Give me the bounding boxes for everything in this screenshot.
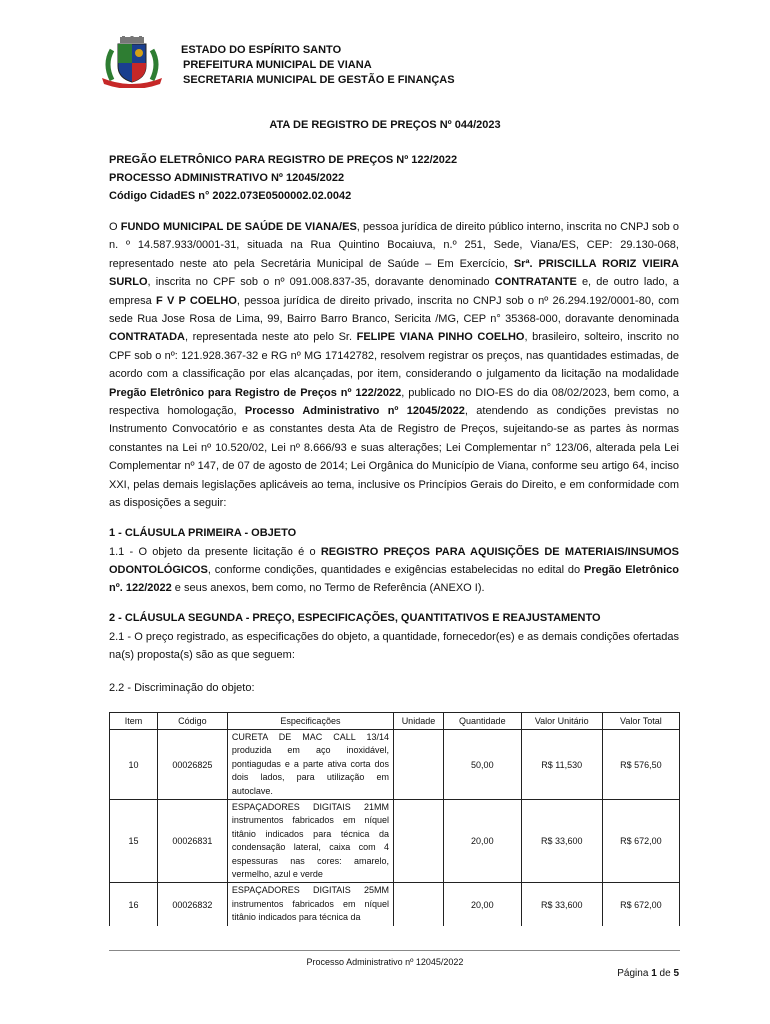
header-state: ESTADO DO ESPÍRITO SANTO	[181, 44, 342, 56]
cell-valor-unitario: R$ 11,530	[521, 730, 602, 800]
header-valor-total: Valor Total	[602, 713, 679, 730]
cell-especificacoes: ESPAÇADORES DIGITAIS 25MM instrumentos fabricados em níquel titânio indicados para técnica da	[227, 883, 393, 926]
cell-unidade	[394, 883, 444, 926]
cell-valor-unitario: R$ 33,600	[521, 883, 602, 926]
cell-unidade	[394, 800, 444, 883]
header-unidade: Unidade	[394, 713, 444, 730]
section2-2-heading: 2.2 - Discriminação do objeto:	[109, 682, 255, 694]
intro-paragraph: O FUNDO MUNICIPAL DE SAÚDE DE VIANA/ES, pessoa jurídica de direito público interno, inscrita no CNPJ sob o n. º 14.587.933/0001-31, situada na Rua Quintino Bocaiuva, n.º 251, Sede, Viana/ES, CEP: 29.130-068, representado neste ato pela Secretária Municipal de Saúde – Em Exercício, Srª. PRISCILLA RORIZ VIEIRA SURLO, inscrita no CPF sob o nº 091.008.837-35, doravante denominado CONTRATANTE e, de outro lado, a empresa F V P COELHO, pessoa jurídica de direito privado, inscrita no CNPJ sob o nº 26.294.192/0001-80, com sede Rua Jose Rosa de Lima, 99, Bairro Barro Branco, Sericita /MG, CEP n° 35368-000, doravante denominada CONTRATADA, representada neste ato pelo Sr. FELIPE VIANA PINHO COELHO, brasileiro, solteiro, inscrito no CPF sob o nº: 121.928.367-32 e RG nº MG 17142782, resolvem registrar os preços, nas quantidades estimadas, de acordo com a classificação por elas alcançadas, por item, considerando o julgamento da licitação na modalidade Pregão Eletrônico para Registro de Preços nº 122/2022, publicado no DIO-ES do dia 08/02/2023, bem como, a respectiva homologação, Processo Administrativo nº 12045/2022, atendendo as condições previstas no Instrumento Convocatório e as constantes desta Ata de Registro de Preços, sujeitando-se as partes às normas constantes na Lei nº 10.520/02, Lei nº 8.666/93 e suas alterações; Lei Complementar n° 123/06, alterada pela Lei Complementar nº 147, de 07 de agosto de 2014; Lei Orgânica do Município de Viana, conforme seu artigo 64, inciso XXI, pelas demais legislações aplicáveis ao tema, inclusive os Princípios Gerais do Direito, e em conformidade com as disposições a seguir:	[109, 221, 680, 510]
cell-quantidade: 20,00	[443, 800, 521, 883]
pregao-line: PREGÃO ELETRÔNICO PARA REGISTRO DE PREÇOS Nº 122/2022	[109, 154, 458, 166]
cell-especificacoes: ESPAÇADORES DIGITAIS 21MM instrumentos fabricados em níquel titânio indicados para técnica da condensação lateral, caixa com 4 espessuras nas cores: amarelo, vermelho, azul e verde	[227, 800, 393, 883]
cell-valor-total: R$ 672,00	[602, 800, 679, 883]
header-valor-unitario: Valor Unitário	[521, 713, 602, 730]
cell-codigo: 00026825	[157, 730, 227, 800]
header-quantidade: Quantidade	[443, 713, 521, 730]
section1-paragraph: 1.1 - O objeto da presente licitação é o REGISTRO PREÇOS PARA AQUISIÇÕES DE MATERIAIS/INSUMOS ODONTOLÓGICOS, conforme condições, quantidades e exigências estabelecidas no edital do Pregão Eletrônico nº. 122/2022 e seus anexos, bem como, no Termo de Referência (ANEXO I).	[109, 546, 679, 595]
cell-codigo: 00026832	[157, 883, 227, 926]
document-title: ATA DE REGISTRO DE PREÇOS Nº 044/2023	[269, 119, 501, 131]
items-table	[109, 712, 680, 926]
header-codigo: Código	[157, 713, 227, 730]
table-row	[110, 730, 680, 800]
header-item: Item	[110, 713, 158, 730]
header-secretariat: SECRETARIA MUNICIPAL DE GESTÃO E FINANÇAS	[183, 74, 455, 86]
table-row	[110, 800, 680, 883]
cell-quantidade: 20,00	[443, 883, 521, 926]
cell-item: 16	[110, 883, 158, 926]
cell-item: 10	[110, 730, 158, 800]
cell-valor-total: R$ 576,50	[602, 730, 679, 800]
cell-codigo: 00026831	[157, 800, 227, 883]
section1-title: 1 - CLÁUSULA PRIMEIRA - OBJETO	[109, 527, 297, 539]
cell-item: 15	[110, 800, 158, 883]
cell-valor-total: R$ 672,00	[602, 883, 679, 926]
footer-divider	[109, 950, 680, 951]
page-number: Página 1 de 5	[617, 968, 679, 979]
cell-valor-unitario: R$ 33,600	[521, 800, 602, 883]
header-prefecture: PREFEITURA MUNICIPAL DE VIANA	[183, 59, 372, 71]
cell-unidade	[394, 730, 444, 800]
header-especificacoes: Especificações	[227, 713, 393, 730]
section2-title: 2 - CLÁUSULA SEGUNDA - PREÇO, ESPECIFICAÇÕES, QUANTITATIVOS E REAJUSTAMENTO	[109, 612, 601, 624]
footer-process: Processo Administrativo nº 12045/2022	[306, 957, 464, 967]
codigo-line: Código CidadES n° 2022.073E0500002.02.0042	[109, 190, 352, 202]
table-header-row	[110, 713, 680, 730]
section2-paragraph: 2.1 - O preço registrado, as especificações do objeto, a quantidade, fornecedor(es) e as demais condições ofertadas na(s) proposta(s) são as que seguem:	[109, 631, 679, 662]
cell-quantidade: 50,00	[443, 730, 521, 800]
table-row	[110, 883, 680, 926]
cell-especificacoes: CURETA DE MAC CALL 13/14 produzida em aço inoxidável, pontiagudas e a parte ativa corta dos dois lados, para utilização em autoclave.	[227, 730, 393, 800]
processo-line: PROCESSO ADMINISTRATIVO Nº 12045/2022	[109, 172, 345, 184]
